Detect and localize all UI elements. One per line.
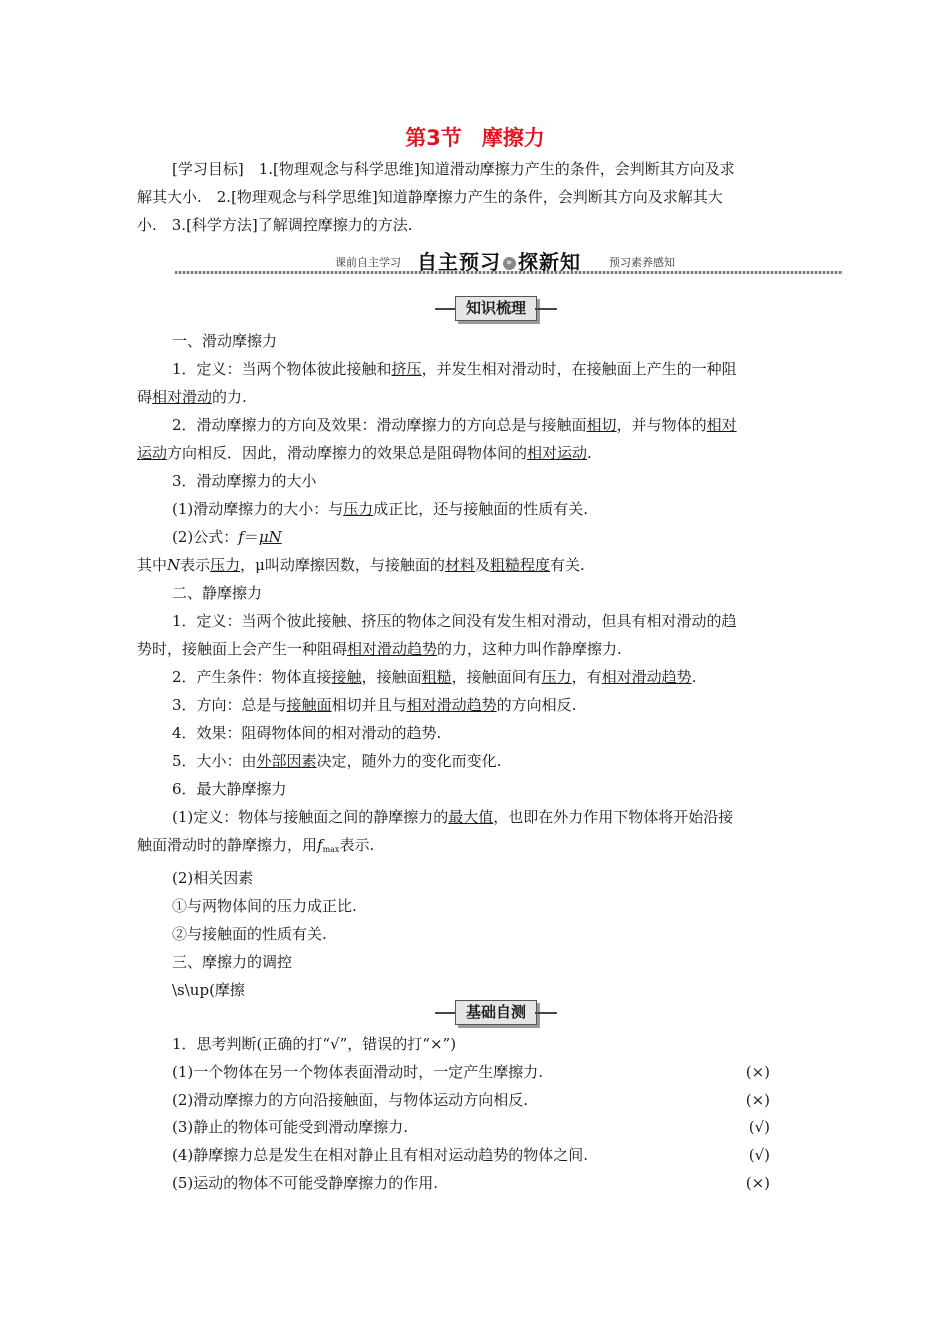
answer-blank: 相对滑动趋势 [406,696,497,714]
question-text: (2)滑动摩擦力的方向沿接触面，与物体运动方向相反. [172,1090,529,1109]
answer-blank: 接触面 [286,696,332,714]
paragraph: 3．滑动摩擦力的大小 [172,472,317,490]
text: 触面滑动时的静摩擦力，用 [137,836,318,854]
goals-line: 解其大小. 2.[物理观念与科学思维]知道静摩擦力产生的条件，会判断其方向及求解其大 [137,188,723,206]
banner-main-a: 自主预习 [417,250,501,274]
math-subscript: max [322,845,340,854]
answer-mark: (√) [748,1146,770,1165]
answer-blank: 压力 [343,500,374,518]
answer-blank: 粗糙程度 [489,556,550,574]
heading-line-right [535,1012,557,1014]
list-item [137,1114,815,1142]
banner-left-label: 课前自主学习 [335,256,401,269]
paragraph [137,831,815,864]
text: (1)定义：物体与接触面之间的静摩擦力的 [172,808,449,826]
answer-blank: 最大值 [448,808,494,826]
answer-blank: 相切 [586,416,617,434]
answer-blank: 材料 [444,556,475,574]
text: 其中 [137,556,168,574]
answer-blank: 相对滑动 [152,388,213,406]
list-item [137,1142,815,1170]
text: 3．方向：总是与 [172,696,287,714]
paragraph: \s\up(摩擦 [172,981,245,999]
paragraph [137,663,815,691]
text: ，接触面间有 [451,668,542,686]
self-test [137,1031,815,1198]
text: ，也即在外力作用下物体将开始沿接 [493,808,734,826]
text: ，接触面 [361,668,422,686]
question-text: (3)静止的物体可能受到滑动摩擦力. [172,1118,409,1137]
answer-blank: 挤压 [391,360,422,378]
knowledge-heading-label: 知识梳理 [455,296,537,321]
paragraph: ②与接触面的性质有关. [172,925,327,943]
answer-blank: 粗糙 [421,668,452,686]
heading-line-right [535,308,557,310]
text: . [587,444,592,462]
question-text: (4)静摩擦力总是发生在相对静止且有相对运动趋势的物体之间. [172,1146,589,1165]
answer-mark: (×) [745,1090,770,1109]
text: 2．滑动摩擦力的方向及效果：滑动摩擦力的方向总是与接触面 [172,416,587,434]
text: 2．产生条件：物体直接 [172,668,332,686]
math-symbol: f [238,528,244,546]
paragraph [137,383,815,411]
list-item [137,1059,815,1087]
paragraph: 6．最大静摩擦力 [172,780,287,798]
question-intro: 1．思考判断(正确的打“√”，错误的打“×”) [172,1035,457,1053]
heading-line-left [435,308,457,310]
heading-line-left [435,1012,457,1014]
text: ＝ [243,528,259,546]
banner-main-title [417,246,581,275]
text: ，并发生相对滑动时，在接触面上产生的一种阻 [421,360,737,378]
paragraph [137,439,815,467]
paragraph [137,495,815,523]
answer-blank: 相对滑动趋势 [347,640,438,658]
paragraph [137,747,815,775]
goals-line: 小. 3.[科学方法]了解调控摩擦力的方法. [137,216,413,234]
subsection-title: 三、摩擦力的调控 [172,953,293,971]
text: 1．定义：当两个物体彼此接触和 [172,360,392,378]
text: 的力. [212,388,247,406]
text: 表示. [339,836,375,854]
text: 的力，这种力叫作静摩擦力. [437,640,622,658]
answer-blank: 相对运动 [527,444,588,462]
answer-mark: (×) [745,1062,770,1081]
answer-mark: (×) [745,1173,770,1192]
text: 碍 [137,388,153,406]
section-banner [175,246,843,278]
text: 5．大小：由 [172,752,257,770]
section-number: 第3节 [405,126,462,150]
section-topic: 摩擦力 [481,126,545,150]
paragraph [137,551,815,579]
subsection-title: 一、滑动摩擦力 [172,332,278,350]
text: 表示 [180,556,211,574]
banner-main-b: 探新知 [518,250,581,274]
text: 决定，随外力的变化而变化. [316,752,502,770]
banner-right-label: 预习素养感知 [609,256,675,269]
answer-blank: 运动 [137,444,168,462]
question-text: (5)运动的物体不可能受静摩擦力的作用. [172,1173,439,1192]
text: 的方向相反. [496,696,577,714]
text: 及 [474,556,490,574]
question-text: (1)一个物体在另一个物体表面滑动时，一定产生摩擦力. [172,1062,544,1081]
text: 成正比，还与接触面的性质有关. [373,500,589,518]
knowledge-body [137,327,815,1004]
answer-blank: 压力 [541,668,572,686]
paragraph [137,355,815,383]
paragraph [137,635,815,663]
subsection-title: 二、静摩擦力 [172,584,263,602]
text: . [691,668,697,686]
answer-blank: 相对滑动趋势 [601,668,692,686]
answer-blank: 接触 [331,668,362,686]
paragraph [137,411,815,439]
paragraph: (2)相关因素 [172,869,254,887]
text: ，μ叫动摩擦因数，与接触面的 [240,556,445,574]
paragraph [137,523,815,551]
paragraph: 1．定义：当两个彼此接触、挤压的物体之间没有发生相对滑动，但具有相对滑动的趋 [172,612,737,630]
text: (1)滑动摩擦力的大小：与 [172,500,344,518]
text: (2)公式： [172,528,239,546]
answer-mark: (√) [748,1118,770,1137]
text: 有关. [549,556,585,574]
learning-goals [137,155,815,239]
answer-blank: 相对 [706,416,737,434]
math-symbol: f [317,836,323,854]
selftest-heading [435,1000,557,1026]
paragraph [137,691,815,719]
answer-blank: 压力 [210,556,241,574]
answer-blank: 外部因素 [256,752,317,770]
list-item [137,1087,815,1115]
math-symbol: N [167,556,181,574]
text: 相切并且与 [331,696,407,714]
list-item [137,1170,815,1198]
text: 方向相反．因此，滑动摩擦力的效果总是阻碍物体间的 [167,444,528,462]
goals-line: [学习目标] 1.[物理观念与科学思维]知道滑动摩擦力产生的条件，会判断其方向及求 [172,160,735,178]
paragraph: 4．效果：阻碍物体间的相对滑动的趋势. [172,724,442,742]
paragraph [137,803,815,831]
answer-blank: μN [258,528,282,546]
text: 势时，接触面上会产生一种阻碍 [137,640,348,658]
page-title [0,122,950,152]
selftest-heading-label: 基础自测 [455,1000,537,1025]
text: ，有 [571,668,602,686]
arrow-icon: » [503,257,516,270]
paragraph: ①与两物体间的压力成正比. [172,897,357,915]
text: ，并与物体的 [616,416,707,434]
knowledge-heading [435,296,557,322]
